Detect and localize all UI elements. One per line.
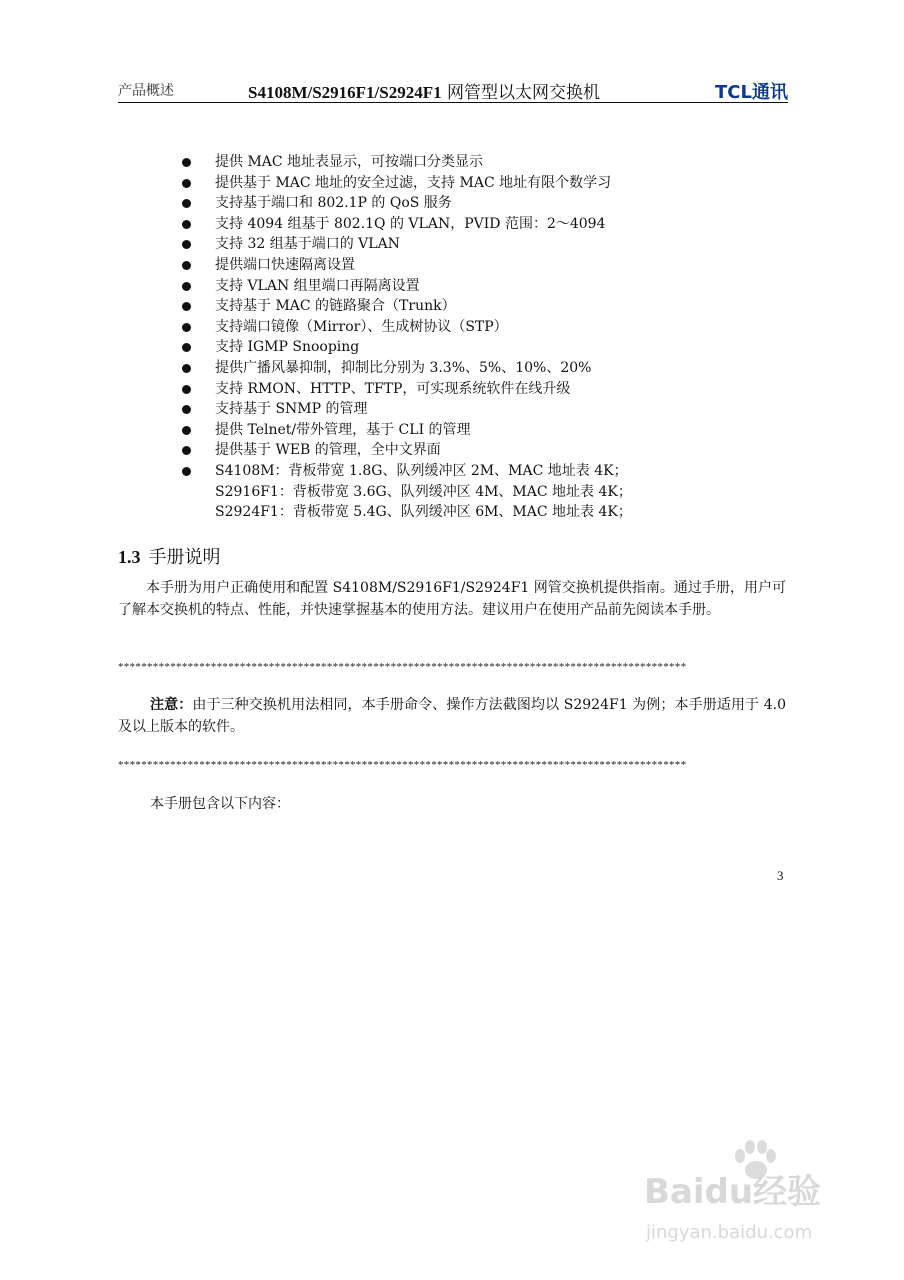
intro-paragraph: 本手册为用户正确使用和配置 S4108M/S2916F1/S2924F1 网管交换机提供指南。通过手册，用户可了解本交换机的特点、性能，并快速掌握基本的使用方法。建议用户在使用产品前先阅读本手册。 bbox=[118, 580, 786, 618]
feature-item bbox=[182, 276, 782, 297]
feature-text: 支持基于端口和 802.1P 的 QoS 服务 bbox=[215, 195, 452, 212]
feature-item bbox=[182, 379, 782, 400]
page-number: 3 bbox=[777, 868, 784, 883]
separator-line: ************************************************************************************************** bbox=[118, 661, 687, 673]
feature-item bbox=[182, 337, 782, 358]
feature-text: 支持 32 组基于端口的 VLAN bbox=[215, 236, 400, 253]
bullet-icon bbox=[182, 261, 191, 270]
spec-line: S4108M：背板带宽 1.8G、队列缓冲区 2M、MAC 地址表 4K； bbox=[215, 462, 628, 479]
feature-item bbox=[182, 255, 782, 276]
feature-text: 支持 RMON、HTTP、TFTP，可实现系统软件在线升级 bbox=[215, 380, 571, 397]
separator-line: ************************************************************************************************** bbox=[118, 759, 687, 771]
feature-item bbox=[182, 399, 782, 420]
feature-text: 支持端口镜像（Mirror）、生成树协议（STP） bbox=[215, 318, 508, 335]
baidu-watermark bbox=[644, 1140, 864, 1260]
feature-text: 提供 Telnet/带外管理，基于 CLI 的管理 bbox=[215, 421, 471, 438]
feature-item bbox=[182, 317, 782, 338]
feature-text: 提供基于 WEB 的管理，全中文界面 bbox=[215, 442, 441, 459]
feature-text: 提供基于 MAC 地址的安全过滤，支持 MAC 地址有限个数学习 bbox=[215, 174, 612, 191]
bullet-icon bbox=[182, 343, 191, 352]
section-heading bbox=[118, 543, 221, 569]
feature-text: 支持基于 MAC 的链路聚合（Trunk） bbox=[215, 298, 456, 315]
page-header bbox=[118, 76, 788, 103]
bullet-icon bbox=[182, 467, 191, 476]
bullet-icon bbox=[182, 446, 191, 455]
bullet-icon bbox=[182, 426, 191, 435]
tcl-logo: TCL通讯 bbox=[715, 82, 788, 103]
feature-item bbox=[182, 420, 782, 441]
watermark-main: Baidu经验 bbox=[644, 1172, 822, 1212]
feature-item bbox=[182, 173, 782, 194]
header-title bbox=[248, 78, 600, 103]
header-chapter: 产品概述 bbox=[118, 83, 174, 99]
bullet-icon bbox=[182, 220, 191, 229]
bullet-icon bbox=[182, 158, 191, 167]
feature-item bbox=[182, 152, 782, 173]
bullet-icon bbox=[182, 364, 191, 373]
note-paragraph bbox=[118, 694, 786, 738]
feature-text: 支持 IGMP Snooping bbox=[215, 339, 360, 356]
watermark-url: jingyan.baidu.com bbox=[646, 1222, 813, 1243]
feature-text: 支持基于 SNMP 的管理 bbox=[215, 401, 368, 418]
bullet-icon bbox=[182, 199, 191, 208]
header-model-names: S4108M/S2916F1/S2924F1 bbox=[248, 83, 442, 102]
feature-list bbox=[182, 152, 782, 523]
spec-line: S2916F1：背板带宽 3.6G、队列缓冲区 4M、MAC 地址表 4K； bbox=[215, 483, 632, 500]
header-product-type: 网管型以太网交换机 bbox=[441, 83, 601, 103]
section-number: 1.3 bbox=[118, 547, 141, 567]
feature-text: 提供端口快速隔离设置 bbox=[215, 256, 355, 273]
section-title: 手册说明 bbox=[148, 547, 221, 568]
spec-line: S2924F1：背板带宽 5.4G、队列缓冲区 6M、MAC 地址表 4K； bbox=[215, 504, 632, 521]
bullet-icon bbox=[182, 323, 191, 332]
feature-item bbox=[182, 440, 782, 461]
feature-item bbox=[182, 234, 782, 255]
bullet-icon bbox=[182, 405, 191, 414]
feature-text: 提供广播风暴抑制，抑制比分别为 3.3%、5%、10%、20% bbox=[215, 359, 592, 376]
feature-text: 提供 MAC 地址表显示，可按端口分类显示 bbox=[215, 154, 484, 170]
feature-item bbox=[182, 214, 782, 235]
bullet-icon bbox=[182, 302, 191, 311]
note-label: 注意： bbox=[150, 697, 193, 713]
note-text: 由于三种交换机用法相同，本手册命令、操作方法截图均以 S2924F1 为例；本手册适用于 4.0 及以上版本的软件。 bbox=[118, 697, 786, 735]
feature-item bbox=[182, 296, 782, 317]
spec-item bbox=[182, 461, 782, 523]
feature-text: 支持 VLAN 组里端口再隔离设置 bbox=[215, 277, 420, 294]
feature-item bbox=[182, 358, 782, 379]
bullet-icon bbox=[182, 385, 191, 394]
bullet-icon bbox=[182, 240, 191, 249]
contents-intro: 本手册包含以下内容： bbox=[150, 796, 290, 812]
bullet-icon bbox=[182, 179, 191, 188]
feature-text: 支持 4094 组基于 802.1Q 的 VLAN，PVID 范围：2～4094 bbox=[215, 215, 606, 232]
feature-item bbox=[182, 193, 782, 214]
bullet-icon bbox=[182, 282, 191, 291]
